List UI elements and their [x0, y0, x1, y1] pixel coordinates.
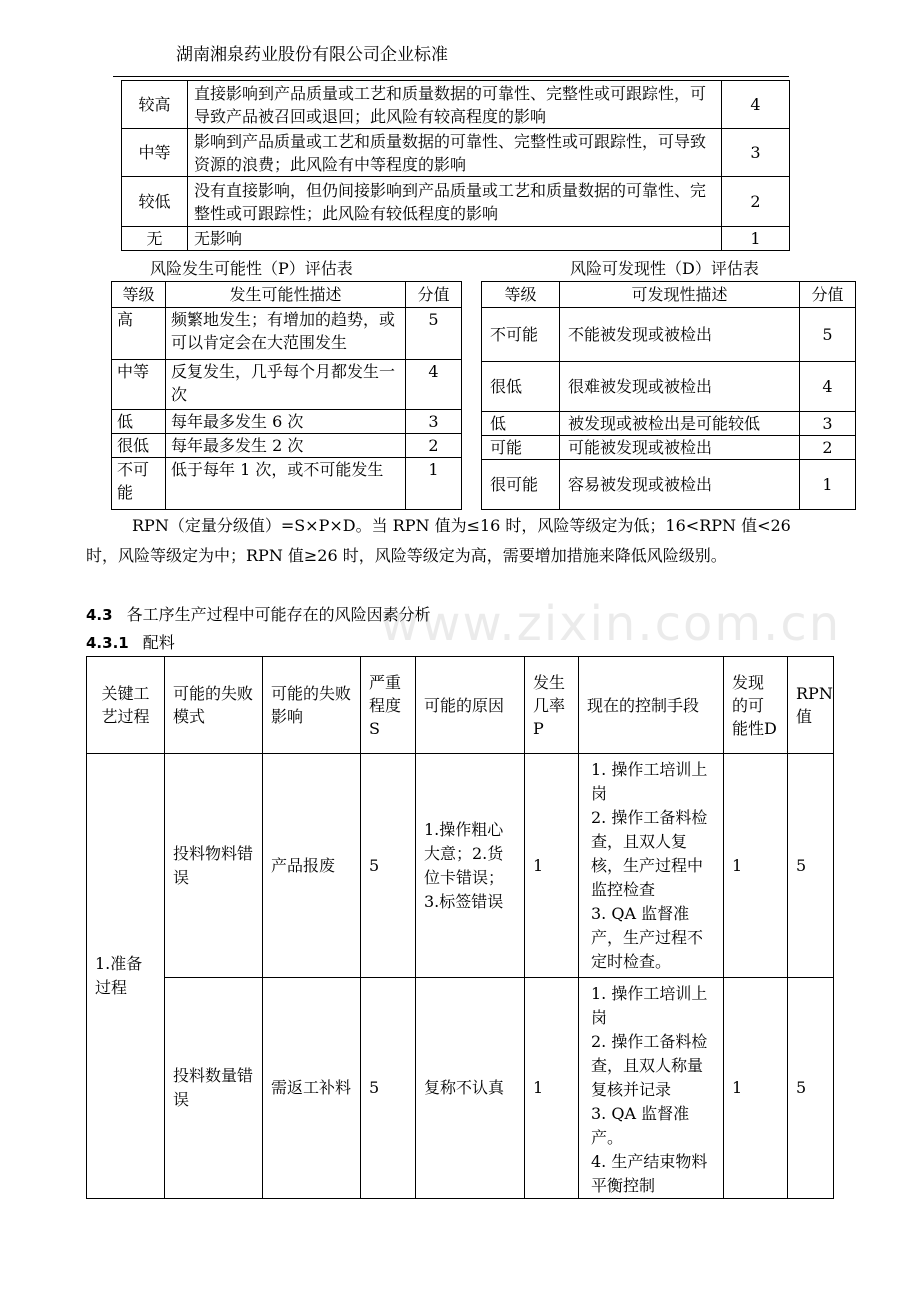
table-row: [122, 227, 790, 251]
column-header: 可能的失败模式: [165, 657, 263, 754]
d-score: 2: [800, 436, 856, 460]
p-level: 高: [112, 308, 166, 360]
d-score: 5: [800, 308, 856, 362]
p-desc: 每年最多发生 2 次: [166, 434, 406, 458]
column-header: 可能的失败影响: [263, 657, 361, 754]
p-table-caption: 风险发生可能性（P）评估表: [150, 259, 353, 278]
severity-desc: 没有直接影响，但仍间接影响到产品质量或工艺和质量数据的可靠性、完整性或可跟踪性；此风险有较低程度的影响: [188, 177, 722, 227]
severity-table: [121, 80, 790, 251]
table-row: [112, 458, 462, 510]
severity-score: 3: [722, 129, 790, 177]
severity-s: 5: [361, 978, 416, 1199]
table-row: [112, 308, 462, 360]
d-desc: 不能被发现或被检出: [560, 308, 800, 362]
possible-cause: 1.操作粗心大意；2.货位卡错误；3.标签错误: [416, 754, 525, 978]
p-score: 5: [406, 308, 462, 360]
failure-effect: 产品报废: [263, 754, 361, 978]
severity-desc: 无影响: [188, 227, 722, 251]
rpn-paragraph: [86, 511, 826, 571]
d-desc: 被发现或被检出是可能较低: [560, 412, 800, 436]
table-row: [87, 754, 834, 978]
control-item: 2. 操作工备料检查，且双人称量复核并记录: [591, 1032, 708, 1099]
watermark: www.zixin.com.cn: [380, 596, 842, 652]
possible-cause: 复称不认真: [416, 978, 525, 1199]
d-level: 很低: [482, 362, 560, 412]
p-desc: 频繁地发生；有增加的趋势，或可以肯定会在大范围发生: [166, 308, 406, 360]
failure-mode: 投料数量错误: [165, 978, 263, 1199]
p-desc: 低于每年 1 次，或不可能发生: [166, 458, 406, 510]
d-level: 可能: [482, 436, 560, 460]
severity-level: 无: [122, 227, 188, 251]
probability-p: 1: [525, 978, 579, 1199]
fmea-table: [86, 656, 834, 1199]
table-row: [482, 362, 856, 412]
p-desc: 反复发生，几乎每个月都发生一次: [166, 360, 406, 410]
severity-level: 较低: [122, 177, 188, 227]
p-score: 2: [406, 434, 462, 458]
control-item: 4. 生产结束物料平衡控制: [591, 1152, 708, 1195]
d-level: 不可能: [482, 308, 560, 362]
d-level: 很可能: [482, 460, 560, 510]
p-level: 低: [112, 410, 166, 434]
table-header-row: [87, 657, 834, 754]
severity-desc: 直接影响到产品质量或工艺和质量数据的可靠性、完整性或可跟踪性，可导致产品被召回或退回；此风险有较高程度的影响: [188, 81, 722, 129]
table-row: [122, 81, 790, 129]
rpn-text: RPN（定量分级值）=S×P×D。当 RPN 值为≤16 时，风险等级定为低；16<RPN 值<26 时，风险等级定为中；RPN 值≥26 时，风险等级定为高，需要增加措施来降低风险级别。: [86, 516, 791, 565]
d-level: 低: [482, 412, 560, 436]
rpn-value: 5: [788, 754, 834, 978]
table-row: [482, 412, 856, 436]
detectability-table: [481, 281, 856, 510]
subsection-title: 配料: [142, 633, 175, 652]
control-item: 1. 操作工培训上岗: [591, 984, 708, 1027]
column-header: 等级: [112, 282, 166, 308]
p-score: 1: [406, 458, 462, 510]
section-heading: [86, 602, 431, 625]
page-header: 湖南湘泉药业股份有限公司企业标准: [176, 45, 448, 65]
column-header: 发现的可能性D: [724, 657, 788, 754]
column-header: 可能的原因: [416, 657, 525, 754]
severity-score: 4: [722, 81, 790, 129]
table-header-row: [482, 282, 856, 308]
failure-mode: 投料物料错误: [165, 754, 263, 978]
severity-score: 2: [722, 177, 790, 227]
column-header: 分值: [800, 282, 856, 308]
d-desc: 可能被发现或被检出: [560, 436, 800, 460]
column-header: 等级: [482, 282, 560, 308]
column-header: 可发现性描述: [560, 282, 800, 308]
table-row: [482, 460, 856, 510]
table-row: [112, 410, 462, 434]
subsection-number: 4.3.1: [86, 634, 129, 652]
severity-s: 5: [361, 754, 416, 978]
p-level: 不可能: [112, 458, 166, 510]
table-row: [122, 129, 790, 177]
section-title: 各工序生产过程中可能存在的风险因素分析: [126, 605, 431, 624]
d-desc: 很难被发现或被检出: [560, 362, 800, 412]
table-row: [112, 360, 462, 410]
detectability-d: 1: [724, 978, 788, 1199]
column-header: 现在的控制手段: [579, 657, 724, 754]
table-row: [122, 177, 790, 227]
severity-desc: 影响到产品质量或工艺和质量数据的可靠性、完整性或可跟踪性，可导致资源的浪费；此风险有中等程度的影响: [188, 129, 722, 177]
section-number: 4.3: [86, 606, 113, 624]
p-level: 中等: [112, 360, 166, 410]
p-score: 3: [406, 410, 462, 434]
control-measures: [579, 754, 724, 978]
control-measures: [579, 978, 724, 1199]
severity-score: 1: [722, 227, 790, 251]
d-score: 3: [800, 412, 856, 436]
column-header: 关键工艺过程: [87, 657, 165, 754]
failure-effect: 需返工补料: [263, 978, 361, 1199]
control-item: 3. QA 监督准产。: [591, 1104, 690, 1147]
control-item: 2. 操作工备料检查，且双人复核，生产过程中监控检查: [591, 808, 708, 899]
column-header: 发生几率P: [525, 657, 579, 754]
column-header: 发生可能性描述: [166, 282, 406, 308]
probability-p: 1: [525, 754, 579, 978]
detectability-d: 1: [724, 754, 788, 978]
severity-level: 较高: [122, 81, 188, 129]
d-desc: 容易被发现或被检出: [560, 460, 800, 510]
control-item: 1. 操作工培训上岗: [591, 760, 708, 803]
table-row: [482, 308, 856, 362]
d-table-caption: 风险可发现性（D）评估表: [570, 259, 759, 278]
table-row: [482, 436, 856, 460]
column-header: 严重程度S: [361, 657, 416, 754]
d-score: 4: [800, 362, 856, 412]
table-header-row: [112, 282, 462, 308]
process-cell: 1.准备过程: [87, 754, 165, 1199]
subsection-heading: [86, 630, 175, 653]
rpn-value: 5: [788, 978, 834, 1199]
d-score: 1: [800, 460, 856, 510]
probability-table: [111, 281, 462, 510]
header-rule: [113, 76, 789, 77]
p-score: 4: [406, 360, 462, 410]
column-header: 分值: [406, 282, 462, 308]
table-row: [87, 978, 834, 1199]
p-level: 很低: [112, 434, 166, 458]
severity-level: 中等: [122, 129, 188, 177]
table-row: [112, 434, 462, 458]
column-header: RPN值: [788, 657, 834, 754]
control-item: 3. QA 监督准产，生产过程不定时检查。: [591, 904, 704, 971]
p-desc: 每年最多发生 6 次: [166, 410, 406, 434]
